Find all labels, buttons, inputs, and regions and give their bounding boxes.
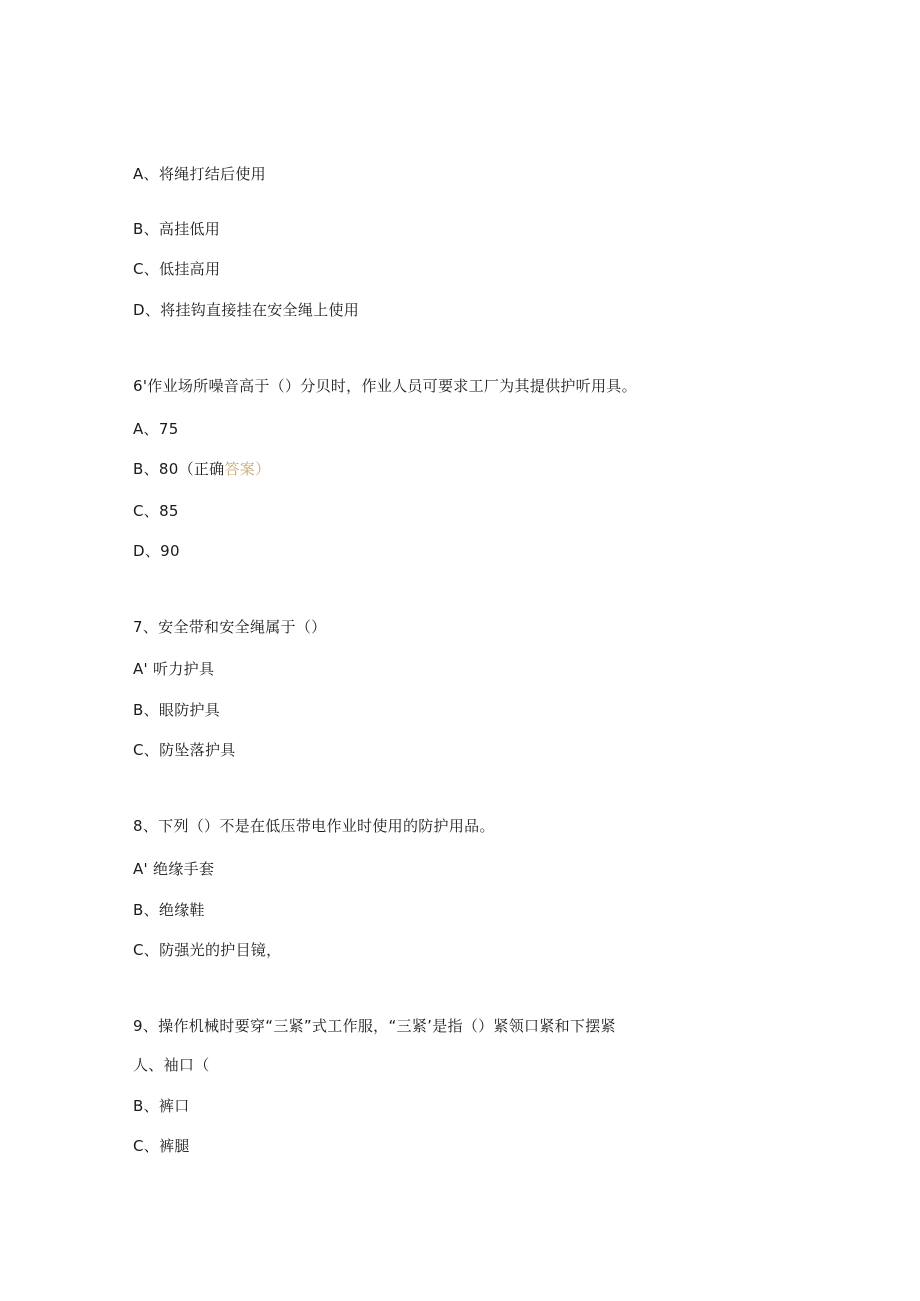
q7-option-b: B、眼防护具 — [133, 701, 221, 719]
q9-stem: 9、操作机械时要穿“三紧”式工作服，“三紧’是指（）紧领口紧和下摆紧 — [133, 1017, 616, 1035]
q6-correct-note-answer: 答案） — [224, 460, 271, 478]
q6-stem: 6'作业场所噪音高于（）分贝时，作业人员可要求工厂为其提供护听用具。 — [133, 377, 637, 395]
q6-option-d: D、90 — [133, 542, 180, 560]
q9-option-c: C、裤腿 — [133, 1137, 190, 1155]
q7-option-a: A' 听力护具 — [133, 660, 215, 678]
q8-option-b: B、绝缘鞋 — [133, 901, 205, 919]
q6-option-a: A、75 — [133, 420, 179, 438]
q9-option-b: B、裤口 — [133, 1097, 190, 1115]
q8-option-c: C、防强光的护目镜， — [133, 941, 282, 959]
q8-stem: 8、下列（）不是在低压带电作业时使用的防护用品。 — [133, 817, 495, 835]
q5-option-c: C、低挂高用 — [133, 260, 221, 278]
q6-option-c: C、85 — [133, 502, 179, 520]
q8-option-a: A' 绝缘手套 — [133, 860, 215, 878]
q6-correct-note-prefix: （正确 — [178, 460, 225, 478]
q6-option-b — [133, 459, 270, 479]
q7-stem: 7、安全带和安全绳属于（） — [133, 618, 327, 636]
q7-option-c: C、防坠落护具 — [133, 741, 236, 759]
q5-option-a: A、将绳打结后使用 — [133, 165, 266, 183]
q6-option-b-label: B、80 — [133, 460, 179, 478]
q5-option-d: D、将挂钩直接挂在安全绳上使用 — [133, 301, 360, 319]
q9-option-a: 人、袖口（ — [133, 1056, 210, 1074]
q5-option-b: B、高挂低用 — [133, 220, 221, 238]
